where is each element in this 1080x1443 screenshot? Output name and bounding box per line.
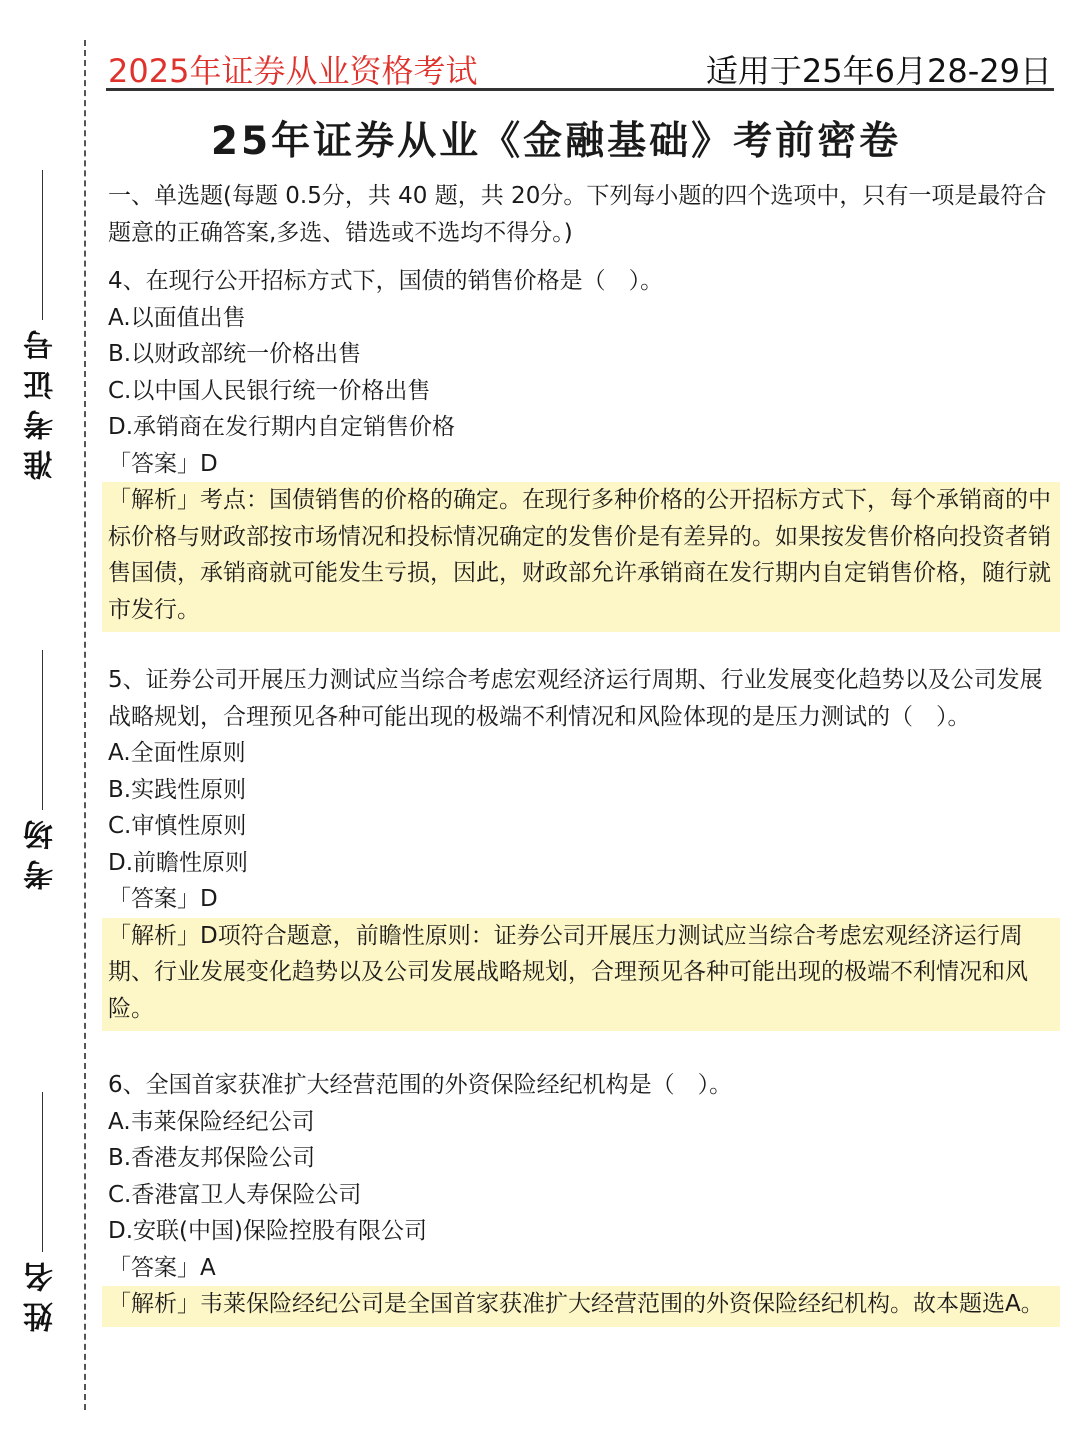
exam-name: 2025年证券从业资格考试 [108,52,478,90]
question-block [108,1067,1060,1327]
exam-room-label: 考场 [24,810,59,890]
explanation-text: 「解析」韦莱保险经纪公司是全国首家获准扩大经营范围的外资保险经纪机构。故本题选A。 [102,1286,1060,1327]
name-field [22,1092,62,1332]
option-a: A.韦莱保险经纪公司 [108,1108,315,1135]
explanation-text: 「解析」D项符合题意，前瞻性原则：证券公司开展压力测试应当综合考虑宏观经济运行周期、行业发展变化趋势以及公司发展战略规划，合理预见各种可能出现的极端不利情况和风险。 [102,918,1060,1032]
question-stem: 5、证券公司开展压力测试应当综合考虑宏观经济运行周期、行业发展变化趋势以及公司发展战略规划，合理预见各种可能出现的极端不利情况和风险体现的是压力测试的（ ）。 [108,667,1043,730]
answer-text: 「答案」D [108,450,218,477]
page-header [106,44,1054,91]
admission-number-label: 准考证号 [24,320,59,480]
exam-room-line [42,650,43,810]
option-d: D.承销商在发行期内自定销售价格 [108,414,456,440]
question-block [108,263,1060,632]
option-b: B.香港友邦保险公司 [108,1145,316,1171]
option-d: D.安联(中国)保险控股有限公司 [108,1218,427,1244]
name-label: 姓名 [24,1252,59,1332]
exam-room-field [22,650,62,890]
question-stem: 4、在现行公开招标方式下，国债的销售价格是（ ）。 [108,268,664,294]
explanation-text: 「解析」考点：国债销售的价格的确定。在现行多种价格的公开招标方式下，每个承销商的中标价格与财政部按市场情况和投标情况确定的发售价是有差异的。如果按发售价格向投资者销售国债，承销商就可能发生亏损，因此，财政部允许承销商在发行期内自定销售价格，随行就市发行。 [102,482,1060,632]
question-stem: 6、全国首家获准扩大经营范围的外资保险经纪机构是（ ）。 [108,1072,733,1098]
option-c: C.香港富卫人寿保险公司 [108,1181,362,1208]
answer-text: 「答案」D [108,886,218,912]
answer-text: 「答案」A [108,1254,216,1281]
option-c: C.审慎性原则 [108,813,247,839]
applicable-date: 适用于25年6月28-29日 [705,52,1052,90]
option-b: B.实践性原则 [108,776,247,803]
name-line [42,1092,43,1252]
question-content [108,178,1060,1327]
option-a: A.全面性原则 [108,740,246,766]
option-d: D.前瞻性原则 [108,849,249,876]
question-block [108,662,1060,1031]
binding-dashed-line [84,40,86,1410]
admission-number-line [42,170,43,320]
option-b: B.以财政部统一价格出售 [108,341,362,367]
admission-number-field [22,170,62,480]
option-a: A.以面值出售 [108,304,246,331]
document-title: 25年证券从业《金融基础》考前密卷 [210,119,902,164]
option-c: C.以中国人民银行统一价格出售 [108,377,431,404]
section-instructions: 一、单选题(每题 0.5分，共 40 题，共 20分。下列每小题的四个选项中，只有一项是最符合题意的正确答案,多选、错选或不选均不得分。) [108,183,1047,246]
